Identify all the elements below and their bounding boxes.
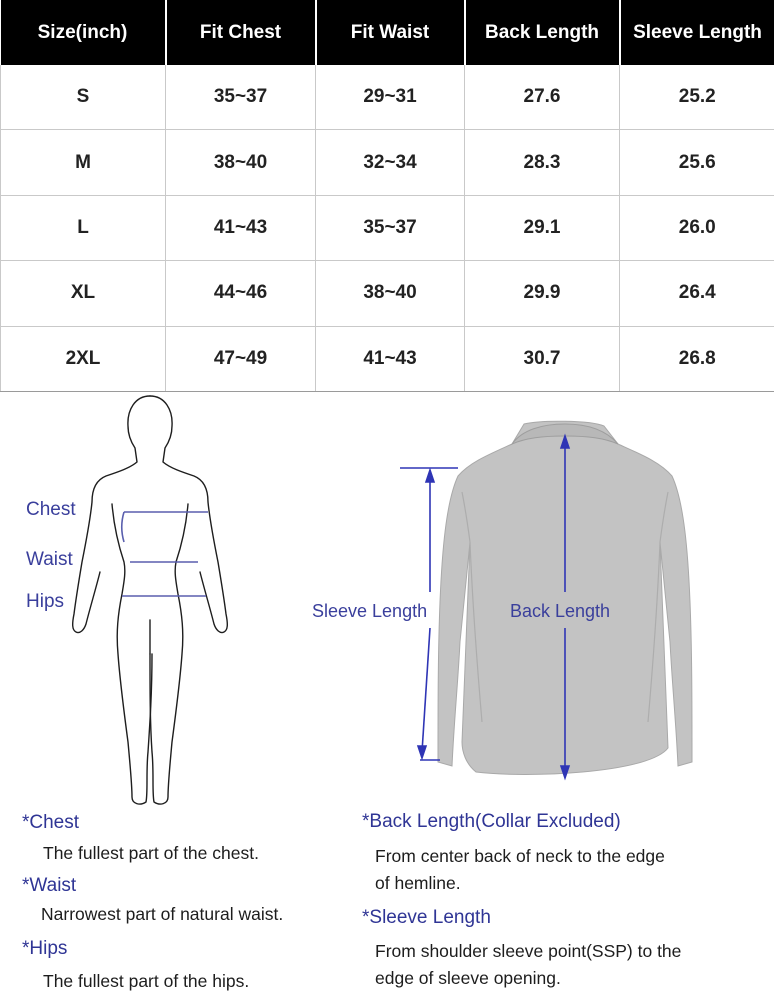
cell-waist: 29~31 xyxy=(316,65,465,130)
cell-waist: 41~43 xyxy=(316,326,465,391)
hips-definition-title: *Hips xyxy=(22,938,67,960)
cell-back-length: 28.3 xyxy=(465,130,620,195)
cell-size: L xyxy=(1,195,166,260)
back-length-definition-line1: From center back of neck to the edge xyxy=(375,843,665,870)
cell-waist: 32~34 xyxy=(316,130,465,195)
chest-definition-title: *Chest xyxy=(22,812,79,834)
table-row xyxy=(1,65,774,130)
cell-sleeve-length: 26.4 xyxy=(620,261,774,326)
sleeve-length-definition-line2: edge of sleeve opening. xyxy=(375,965,561,992)
cell-size: S xyxy=(1,65,166,130)
chest-definition-text: The fullest part of the chest. xyxy=(43,840,259,867)
hips-definition-text: The fullest part of the hips. xyxy=(43,968,249,995)
cell-sleeve-length: 26.8 xyxy=(620,326,774,391)
chest-label: Chest xyxy=(26,499,76,521)
waist-definition-text: Narrowest part of natural waist. xyxy=(41,901,283,928)
cell-sleeve-length: 25.2 xyxy=(620,65,774,130)
cell-back-length: 29.1 xyxy=(465,195,620,260)
jacket-measurement-diagram xyxy=(300,392,774,792)
cell-sleeve-length: 26.0 xyxy=(620,195,774,260)
cell-size: 2XL xyxy=(1,326,166,391)
header-sleeve-length: Sleeve Length xyxy=(620,0,774,65)
hips-label: Hips xyxy=(26,591,64,613)
cell-chest: 38~40 xyxy=(166,130,316,195)
sleeve-length-definition-title: *Sleeve Length xyxy=(362,907,491,929)
cell-chest: 41~43 xyxy=(166,195,316,260)
cell-waist: 35~37 xyxy=(316,195,465,260)
cell-sleeve-length: 25.6 xyxy=(620,130,774,195)
cell-back-length: 29.9 xyxy=(465,261,620,326)
table-header-row xyxy=(1,0,774,65)
cell-waist: 38~40 xyxy=(316,261,465,326)
size-chart-table xyxy=(0,0,774,392)
back-length-definition-line2: of hemline. xyxy=(375,870,461,897)
body-measurement-diagram xyxy=(0,392,300,812)
cell-back-length: 27.6 xyxy=(465,65,620,130)
table-row xyxy=(1,261,774,326)
cell-chest: 35~37 xyxy=(166,65,316,130)
header-fit-chest: Fit Chest xyxy=(166,0,316,65)
back-length-definition-title: *Back Length(Collar Excluded) xyxy=(362,811,621,833)
jacket-back-icon xyxy=(300,392,774,792)
cell-back-length: 30.7 xyxy=(465,326,620,391)
sleeve-length-definition-line1: From shoulder sleeve point(SSP) to the xyxy=(375,938,681,965)
waist-definition-title: *Waist xyxy=(22,875,76,897)
cell-size: XL xyxy=(1,261,166,326)
waist-label: Waist xyxy=(26,549,73,571)
header-size: Size(inch) xyxy=(1,0,166,65)
header-fit-waist: Fit Waist xyxy=(316,0,465,65)
cell-chest: 44~46 xyxy=(166,261,316,326)
cell-chest: 47~49 xyxy=(166,326,316,391)
back-length-label: Back Length xyxy=(510,601,610,622)
cell-size: M xyxy=(1,130,166,195)
table-row xyxy=(1,130,774,195)
table-row xyxy=(1,326,774,391)
header-back-length: Back Length xyxy=(465,0,620,65)
sleeve-length-label: Sleeve Length xyxy=(312,601,427,622)
table-row xyxy=(1,195,774,260)
